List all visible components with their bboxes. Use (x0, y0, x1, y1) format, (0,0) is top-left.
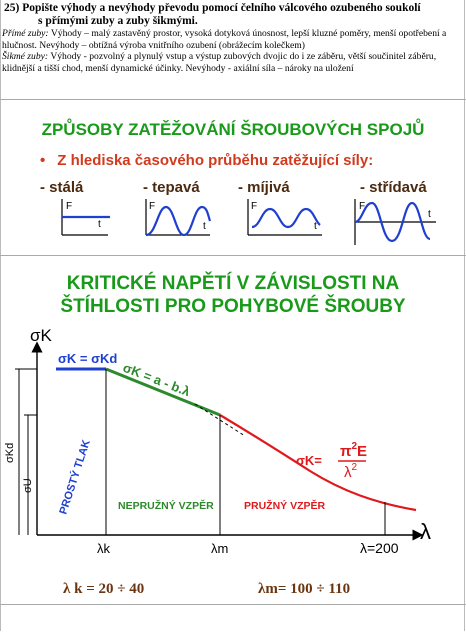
load-label-fluctuating: - míjivá (238, 179, 290, 196)
x-axis-label: λ (420, 519, 431, 544)
slide1-bullet-text: Z hlediska časového průběhu zatěžující síly: (57, 152, 374, 169)
load-label-pulsating: - tepavá (143, 179, 200, 196)
answer-helical-label: Šikmé zuby: (2, 51, 49, 62)
formula-lambda-m: λm= 100 ÷ 110 (258, 581, 351, 597)
y-axis-label: σK (30, 326, 52, 345)
graph4-t-label: t (428, 209, 431, 220)
graph2-f-label: F (149, 201, 156, 212)
slide2-title (0, 272, 466, 318)
answer-spur-gears (2, 28, 464, 51)
slide1-title: ZPŮSOBY ZATĚŽOVÁNÍ ŠROUBOVÝCH SPOJŮ (41, 120, 425, 139)
slide1-bullet: • Z hlediska časového průběhu zatěžující síly: (40, 152, 374, 169)
answer-helical-gears (2, 51, 464, 74)
x-tick-lambda-m: λm (211, 541, 229, 556)
slide2-title-line-2: ŠTÍHLOSTI PRO POHYBOVÉ ŠROUBY (60, 296, 406, 317)
graph-alternating (355, 199, 436, 245)
graph4-f-label: F (359, 201, 366, 212)
load-label-alternating: - střídavá (360, 179, 427, 196)
buckling-diagram (0, 325, 466, 560)
graph1-f-label: F (66, 201, 73, 212)
divider-3 (0, 604, 466, 605)
zone-elastic-buckling: PRUŽNÝ VZPĚR (244, 500, 326, 512)
graph3-t-label: t (314, 221, 317, 232)
eq-euler-lhs: σK= (296, 453, 322, 468)
zone-simple-compression: PROSTÝ TLAK (57, 438, 93, 516)
question-line-1: 25) Popište výhody a nevýhody převodu pomocí čelního válcového ozubeného soukolí (4, 2, 421, 14)
formula-lambda-k: λ k = 20 ÷ 40 (63, 581, 145, 597)
divider-2 (0, 255, 466, 256)
slide2-title-line-1: KRITICKÉ NAPĚTÍ V ZÁVISLOSTI NA (66, 273, 400, 294)
y-label-kd: σKd (4, 442, 16, 463)
graph-pulsating (146, 199, 210, 235)
question-title (4, 2, 464, 27)
graph-fluctuating (248, 199, 322, 235)
graph2-t-label: t (203, 221, 206, 232)
x-tick-lambda-k: λk (97, 541, 110, 556)
load-graphs (0, 195, 466, 245)
divider-1 (0, 99, 466, 100)
question-line-2: s přímými zuby a zuby šikmými. (38, 14, 198, 27)
eq-sigma-kd: σK = σKd (58, 351, 118, 366)
graph1-t-label: t (98, 219, 101, 230)
answer-helical-text: Výhody - pozvolný a plynulý vstup a výstup zubových dvojic do i ze záběru, větší součinitel záběru, klidnější a tišší chod, menší dynamické účinky. Nevýhody - axiální síla – nároky na uložení (2, 51, 437, 74)
answer-spur-label: Přímé zuby: (2, 28, 49, 39)
eq-euler-den: $\lambda^2$ (344, 462, 358, 481)
zone-inelastic-buckling: NEPRUŽNÝ VZPĚR (118, 500, 214, 512)
eq-linear: σK = a - b.λ (120, 359, 193, 400)
x-tick-lambda-200: λ=200 (360, 540, 399, 556)
graph3-f-label: F (251, 201, 258, 212)
y-label-u: σU (22, 478, 34, 493)
graph-constant (62, 199, 110, 235)
answer-spur-text: Výhody – malý zastavěný prostor, vysoká dotyková únosnost, lepší kluzné poměry, menší opotřebení a hlučnost. Nevýhody – obtížná výroba vnitřního ozubení (obrážecím kolečkem) (2, 28, 447, 51)
load-label-constant: - stálá (40, 179, 84, 196)
eq-euler-num: $\pi^2E$ (340, 441, 368, 460)
